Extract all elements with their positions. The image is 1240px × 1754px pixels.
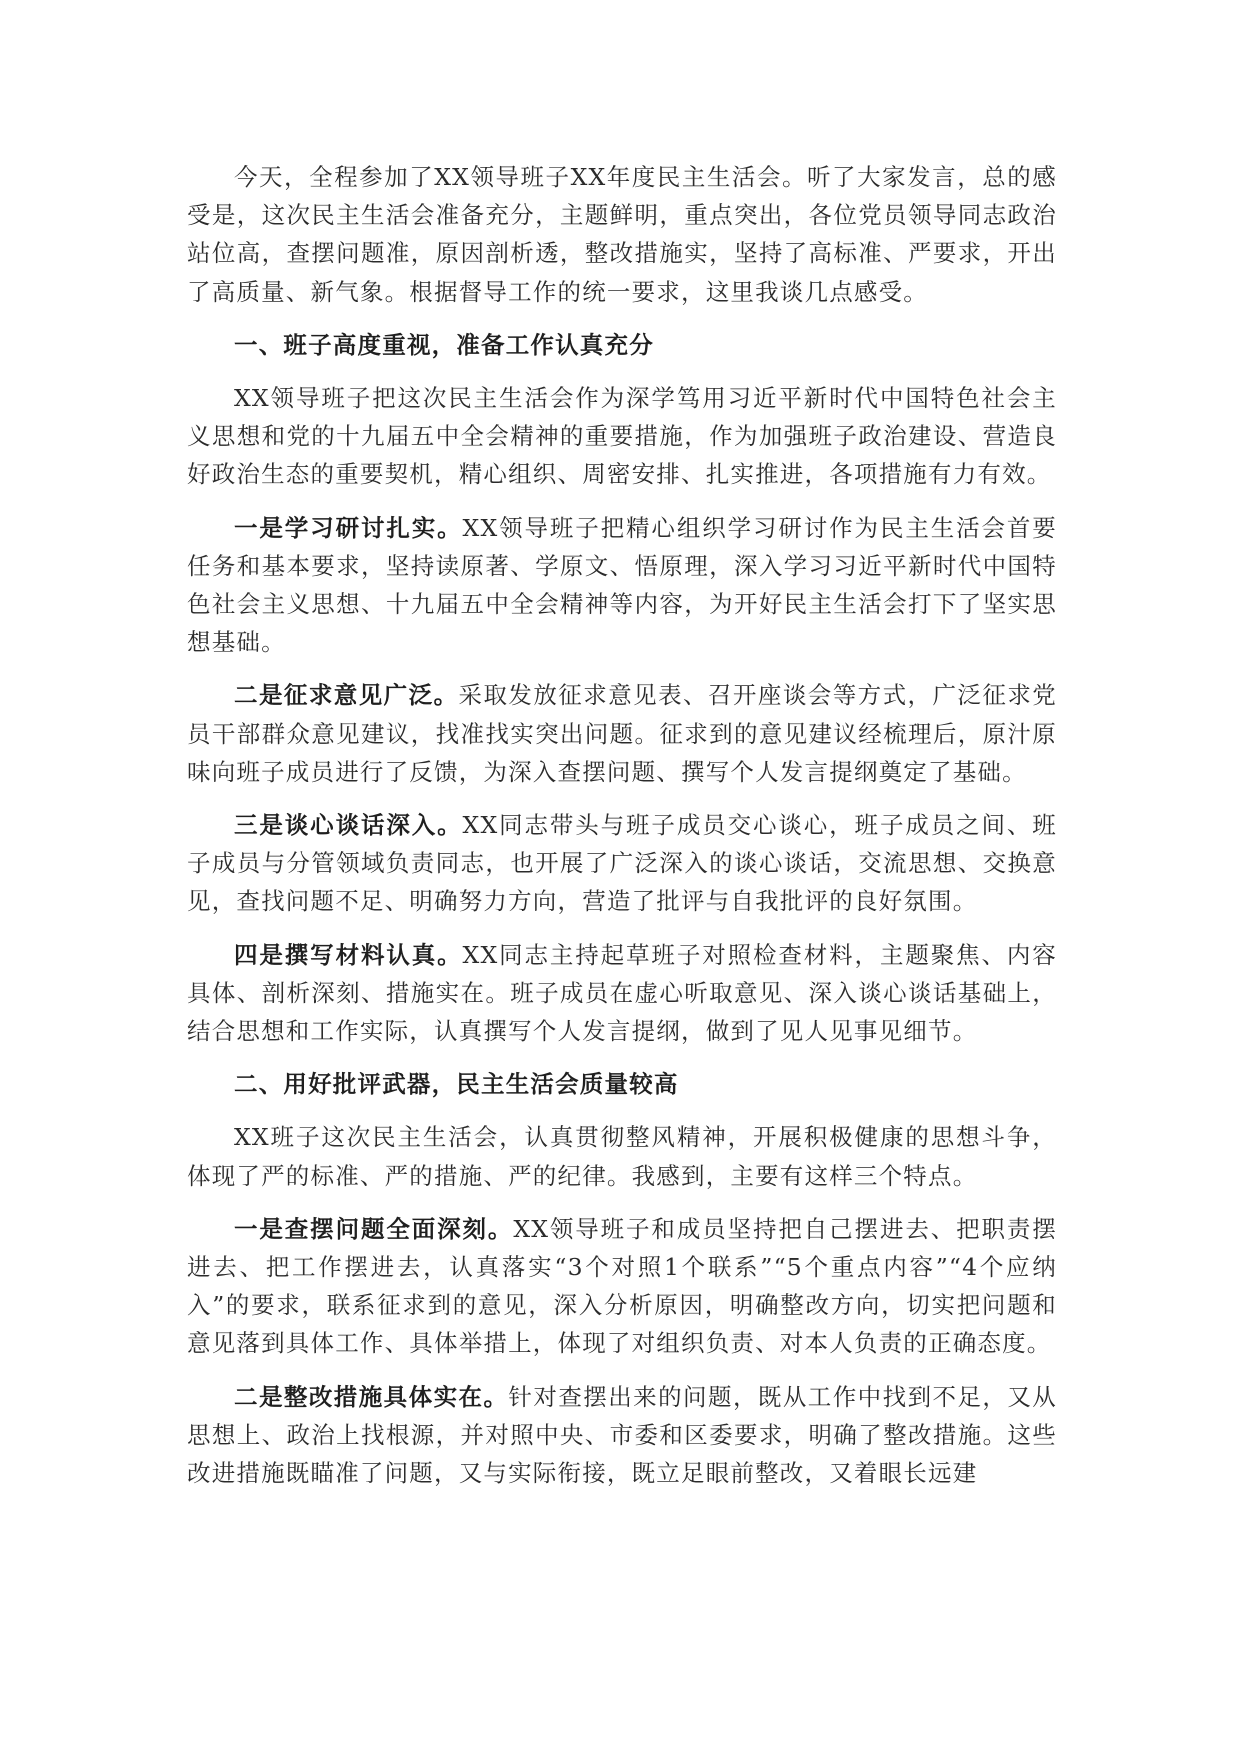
paragraph-text: XX同志带头与班子成员交心谈心，班子成员之间、班子成员与分管领域负责同志，也开展了广泛深入的谈心谈话，交流思想、交换意见，查找问题不足、明确努力方向，营造了批评与自我批评的良好氛围。: [187, 811, 1057, 916]
paragraph-text: 今天，全程参加了XX领导班子XX年度民主生活会。听了大家发言，总的感受是，这次民主生活会准备充分，主题鲜明，重点突出，各位党员领导同志政治站位高，查摆问题准，原因剖析透，整改措施实，坚持了高标准、严要求，开出了高质量、新气象。根据督导工作的统一要求，这里我谈几点感受。: [187, 163, 1057, 306]
point-paragraph: [187, 676, 1057, 791]
paragraph-lead: 一是学习研讨扎实。: [234, 513, 463, 542]
point-paragraph: [187, 806, 1057, 921]
section-2-summary-paragraph: [187, 1118, 1057, 1194]
paragraph-text: 针对查摆出来的问题，既从工作中找到不足，又从思想上、政治上找根源，并对照中央、市委和区委要求，明确了整改措施。这些改进措施既瞄准了问题，又与实际衔接，既立足眼前整改，又着眼长远建: [187, 1382, 1057, 1488]
paragraph-text: XX班子这次民主生活会，认真贯彻整风精神，开展积极健康的思想斗争，体现了严的标准、严的措施、严的纪律。我感到，主要有这样三个特点。: [187, 1123, 1057, 1190]
section-1-summary-paragraph: [187, 379, 1057, 494]
intro-paragraph: [187, 158, 1057, 311]
paragraph-text: 采取发放征求意见表、召开座谈会等方式，广泛征求党员干部群众意见建议，找准找实突出问题。征求到的意见建议经梳理后，原汁原味向班子成员进行了反馈，为深入查摆问题、撰写个人发言提纲奠定了基础。: [187, 681, 1057, 786]
paragraph-lead: 一是查摆问题全面深刻。: [234, 1214, 514, 1243]
section-heading-2: 二、用好批评武器，民主生活会质量较高: [234, 1070, 679, 1099]
point-paragraph: [187, 936, 1057, 1051]
paragraph-text: XX同志主持起草班子对照检查材料，主题聚焦、内容具体、剖析深刻、措施实在。班子成员在虚心听取意见、深入谈心谈话基础上，结合思想和工作实际，认真撰写个人发言提纲，做到了见人见事见细节。: [187, 940, 1057, 1046]
paragraph-lead: 二是征求意见广泛。: [234, 681, 459, 710]
paragraph-text: XX领导班子把这次民主生活会作为深学笃用习近平新时代中国特色社会主义思想和党的十九届五中全会精神的重要措施，作为加强班子政治建设、营造良好政治生态的重要契机，精心组织、周密安排、扎实推进，各项措施有力有效。: [187, 384, 1057, 489]
paragraph-lead: 三是谈心谈话深入。: [234, 811, 463, 840]
section-heading-1: 一、班子高度重视，准备工作认真充分: [234, 330, 654, 359]
point-paragraph: [187, 1210, 1057, 1363]
point-paragraph: [187, 509, 1057, 662]
document-body: [187, 158, 1057, 1507]
paragraph-text: XX领导班子和成员坚持把自己摆进去、把职责摆进去、把工作摆进去，认真落实“3个对照1个联系”“5个重点内容”“4个应纳入”的要求，联系征求到的意见，深入分析原因，明确整改方向，切实把问题和意见落到具体工作、具体举措上，体现了对组织负责、对本人负责的正确态度。: [187, 1214, 1058, 1358]
point-paragraph: [187, 1378, 1057, 1493]
paragraph-text: XX领导班子把精心组织学习研讨作为民主生活会首要任务和基本要求，坚持读原著、学原文、悟原理，深入学习习近平新时代中国特色社会主义思想、十九届五中全会精神等内容，为开好民主生活会打下了坚实思想基础。: [187, 513, 1057, 657]
paragraph-lead: 二是整改措施具体实在。: [234, 1382, 509, 1411]
paragraph-lead: 四是撰写材料认真。: [234, 940, 463, 969]
